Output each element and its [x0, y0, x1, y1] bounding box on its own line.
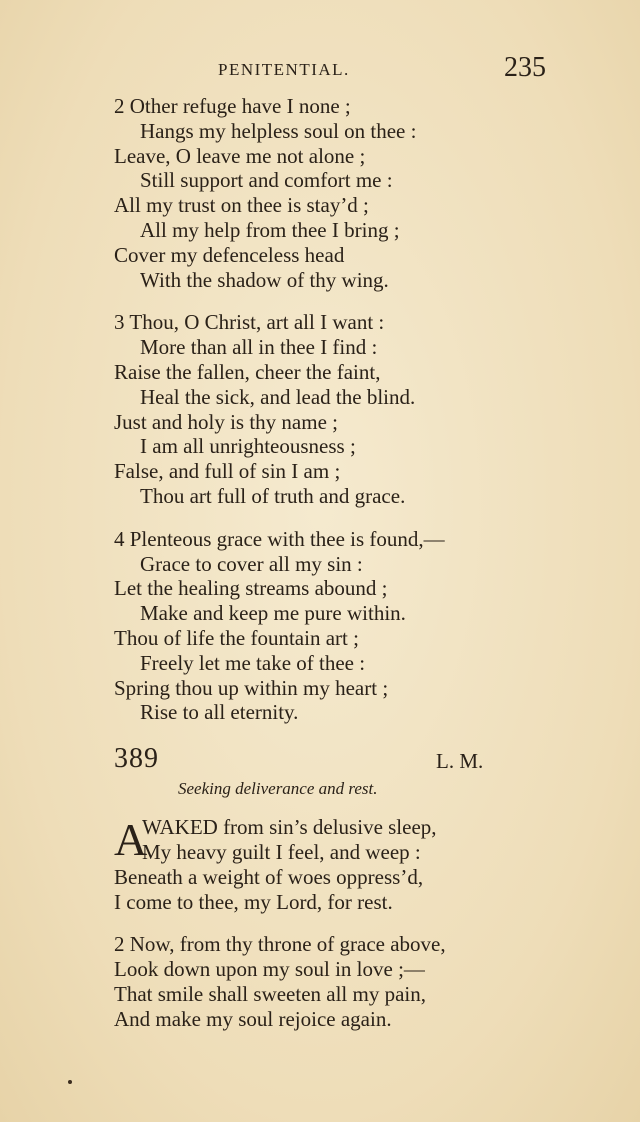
- verse-line: Hangs my helpless soul on thee :: [140, 118, 417, 143]
- stanza: [114, 94, 554, 292]
- verse-line: Beneath a weight of woes oppress’d,: [114, 864, 424, 889]
- verse-line: Make and keep me pure within.: [140, 601, 406, 626]
- previous-hymn-stanzas: [114, 94, 554, 725]
- verse-line: Thou art full of truth and grace.: [140, 483, 406, 508]
- verse-line: Thou of life the fountain art ;: [114, 625, 359, 650]
- verse-line: And make my soul rejoice again.: [114, 1006, 392, 1031]
- hymn-first-stanza: [114, 815, 554, 914]
- verse-line: Spring thou up within my heart ;: [114, 675, 389, 700]
- running-title: PENITENTIAL.: [218, 60, 350, 79]
- verse-line: Just and holy is thy name ;: [114, 409, 338, 434]
- verse-line: Freely let me take of thee :: [140, 650, 366, 675]
- verse-line: WAKED from sin’s delusive sleep,: [142, 815, 437, 840]
- hymn-number: 389: [114, 743, 159, 775]
- verse-line: All my trust on thee is stay’d ;: [114, 193, 369, 218]
- verse-line: That smile shall sweeten all my pain,: [114, 981, 427, 1006]
- verse-line: With the shadow of thy wing.: [140, 267, 389, 292]
- verse-line: More than all in thee I find :: [140, 335, 378, 360]
- verse-line: Look down upon my soul in love ;—: [114, 957, 425, 982]
- verse-line: 3 Thou, O Christ, art all I want :: [114, 310, 385, 335]
- verse-line: False, and full of sin I am ;: [114, 459, 341, 484]
- verse-line: Grace to cover all my sin :: [140, 551, 363, 576]
- verse-line: Still support and comfort me :: [140, 168, 393, 193]
- hymn-subtitle: Seeking deliverance and rest.: [178, 779, 378, 799]
- verse-line: Raise the fallen, cheer the faint,: [114, 359, 381, 384]
- hymn-second-stanza: [114, 932, 554, 1031]
- verse-line: 2 Now, from thy throne of grace above,: [114, 932, 446, 957]
- verse-line: Leave, O leave me not alone ;: [114, 143, 366, 168]
- verse-line: Cover my defenceless head: [114, 242, 345, 267]
- verse-line: Rise to all eternity.: [140, 700, 299, 725]
- hymn-meter: L. M.: [436, 749, 484, 774]
- hymn-header: [114, 743, 554, 777]
- stanza: [114, 310, 554, 508]
- print-speck: [68, 1080, 72, 1084]
- verse-line: Heal the sick, and lead the blind.: [140, 384, 416, 409]
- page-number: 235: [504, 52, 546, 83]
- verse-line: I am all unrighteousness ;: [140, 434, 356, 459]
- verses-column: [114, 94, 554, 1050]
- verse-line: Let the healing streams abound ;: [114, 576, 388, 601]
- verse-line: My heavy guilt I feel, and weep :: [142, 839, 421, 864]
- stanza: [114, 527, 554, 725]
- verse-line: 4 Plenteous grace with thee is found,—: [114, 526, 445, 551]
- drop-cap: A: [114, 814, 148, 866]
- verse-line: I come to thee, my Lord, for rest.: [114, 889, 393, 914]
- verse-line: 2 Other refuge have I none ;: [114, 94, 351, 118]
- verse-line: All my help from thee I bring ;: [140, 217, 400, 242]
- running-head: [0, 52, 640, 88]
